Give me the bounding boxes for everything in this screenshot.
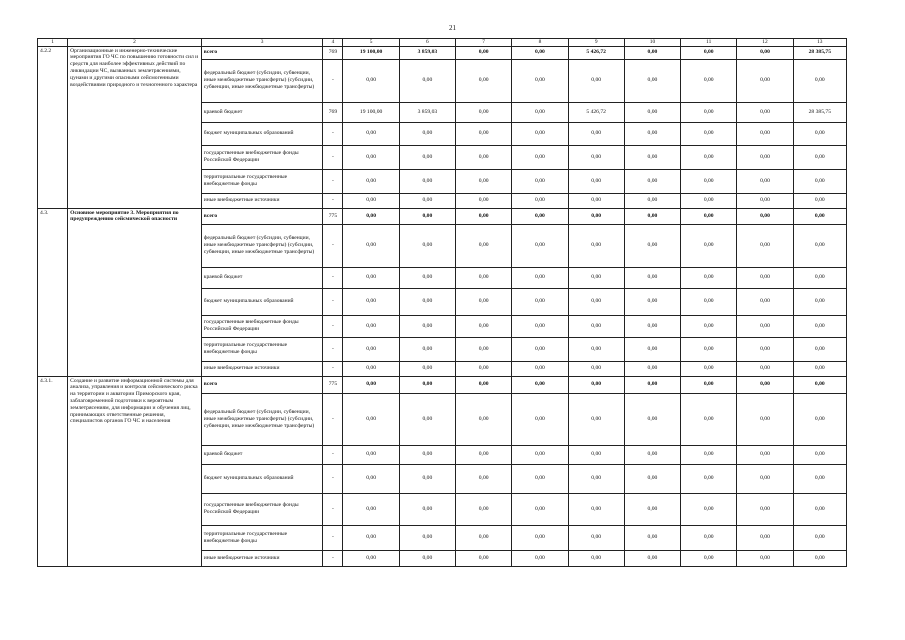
amount-cell: 0,00 — [343, 393, 399, 445]
amount-cell: 0,00 — [512, 445, 568, 464]
amount-cell: 19 100,00 — [343, 102, 399, 122]
funding-source: иные внебюджетные источники — [201, 361, 323, 376]
amount-cell: 0,00 — [512, 102, 568, 122]
amount-cell: 0,00 — [737, 464, 793, 493]
amount-cell: 0,00 — [624, 493, 680, 525]
amount-cell: 0,00 — [343, 169, 399, 193]
amount-cell: 0,00 — [737, 525, 793, 550]
amount-cell: 0,00 — [793, 193, 846, 208]
funding-source: государственные внебюджетные фонды Российской Федерации — [201, 493, 323, 525]
funding-source: федеральный бюджет (субсидии, субвенции, иные межбюджетные трансферты) (субсидии, субвенции, иные межбюджетные трансферты) — [201, 59, 323, 102]
amount-cell: 0,00 — [624, 224, 680, 267]
column-number-cell: 2 — [68, 39, 202, 47]
amount-cell: 0,00 — [681, 445, 737, 464]
amount-cell: 0,00 — [793, 337, 846, 361]
amount-cell: 0,00 — [737, 445, 793, 464]
amount-cell: 0,00 — [512, 193, 568, 208]
amount-cell: 0,00 — [456, 169, 512, 193]
funding-source: краевой бюджет — [201, 445, 323, 464]
amount-cell: - — [323, 315, 343, 337]
amount-cell: 0,00 — [793, 393, 846, 445]
amount-cell: 0,00 — [681, 393, 737, 445]
amount-cell: 0,00 — [343, 59, 399, 102]
amount-cell: 0,00 — [399, 315, 455, 337]
amount-cell: 0,00 — [456, 145, 512, 169]
funding-source: федеральный бюджет (субсидии, субвенции, иные межбюджетные трансферты) (субсидии, субвенции, иные межбюджетные трансферты) — [201, 393, 323, 445]
amount-cell: 0,00 — [793, 376, 846, 393]
amount-cell: 3 859,03 — [399, 102, 455, 122]
amount-cell: 0,00 — [737, 315, 793, 337]
amount-cell: 0,00 — [681, 315, 737, 337]
amount-cell: 0,00 — [624, 102, 680, 122]
amount-cell: - — [323, 224, 343, 267]
funding-source: всего — [201, 46, 323, 59]
amount-cell: 0,00 — [456, 493, 512, 525]
amount-cell: 0,00 — [399, 493, 455, 525]
amount-cell: 0,00 — [512, 376, 568, 393]
amount-cell: 0,00 — [512, 59, 568, 102]
amount-cell: - — [323, 169, 343, 193]
column-number-cell: 12 — [737, 39, 793, 47]
amount-cell: 0,00 — [456, 224, 512, 267]
amount-cell: 0,00 — [343, 361, 399, 376]
amount-cell: 0,00 — [681, 361, 737, 376]
amount-cell: 0,00 — [624, 288, 680, 315]
amount-cell: 0,00 — [737, 550, 793, 566]
amount-cell: 0,00 — [399, 337, 455, 361]
amount-cell: 0,00 — [568, 525, 624, 550]
amount-cell: 0,00 — [737, 224, 793, 267]
amount-cell: 0,00 — [681, 550, 737, 566]
amount-cell: - — [323, 445, 343, 464]
amount-cell: 0,00 — [793, 267, 846, 288]
amount-cell: 0,00 — [793, 224, 846, 267]
amount-cell: - — [323, 393, 343, 445]
amount-cell: 0,00 — [399, 59, 455, 102]
amount-cell: 0,00 — [512, 145, 568, 169]
amount-cell: 0,00 — [793, 361, 846, 376]
amount-cell: 0,00 — [681, 267, 737, 288]
amount-cell: 0,00 — [681, 193, 737, 208]
amount-cell: 5 426,72 — [568, 102, 624, 122]
amount-cell: 0,00 — [624, 193, 680, 208]
budget-table — [37, 38, 847, 567]
column-number-cell: 10 — [624, 39, 680, 47]
amount-cell: 0,00 — [793, 169, 846, 193]
amount-cell: 0,00 — [737, 102, 793, 122]
amount-cell: 0,00 — [568, 493, 624, 525]
amount-cell: 19 100,00 — [343, 46, 399, 59]
amount-cell: 0,00 — [568, 169, 624, 193]
column-number-cell: 8 — [512, 39, 568, 47]
amount-cell: 0,00 — [456, 550, 512, 566]
amount-cell: 0,00 — [512, 46, 568, 59]
amount-cell: 0,00 — [512, 337, 568, 361]
amount-cell: 0,00 — [456, 315, 512, 337]
table-row — [38, 46, 847, 59]
amount-cell: 0,00 — [624, 59, 680, 102]
amount-cell: 0,00 — [399, 288, 455, 315]
funding-source: всего — [201, 208, 323, 224]
amount-cell: 0,00 — [343, 315, 399, 337]
amount-cell: 0,00 — [624, 122, 680, 145]
amount-cell: 0,00 — [681, 376, 737, 393]
amount-cell: 0,00 — [737, 169, 793, 193]
amount-cell: 0,00 — [737, 267, 793, 288]
funding-source: территориальные государственные внебюджетные фонды — [201, 169, 323, 193]
amount-cell: 0,00 — [624, 550, 680, 566]
amount-cell: 0,00 — [793, 59, 846, 102]
item-name: Создание и развитие информационной системы для анализа, управления и контроля сейсмического риска на территории и акватории Приморского края, заблаговременной подготовки к вероятным землетрясениям, для информации и обучения лиц, принимающих ответственные решения, специалистов органов ГО ЧС и населения — [68, 376, 202, 566]
amount-cell: 0,00 — [456, 337, 512, 361]
amount-cell: 0,00 — [343, 550, 399, 566]
amount-cell: 0,00 — [681, 464, 737, 493]
amount-cell: 0,00 — [793, 122, 846, 145]
amount-cell: 0,00 — [456, 267, 512, 288]
amount-cell: 0,00 — [456, 193, 512, 208]
amount-cell: 0,00 — [512, 208, 568, 224]
amount-cell: 0,00 — [681, 288, 737, 315]
amount-cell: 0,00 — [343, 224, 399, 267]
amount-cell: 0,00 — [512, 393, 568, 445]
amount-cell: 0,00 — [624, 464, 680, 493]
table-row — [38, 376, 847, 393]
amount-cell: 0,00 — [568, 445, 624, 464]
amount-cell: 0,00 — [399, 376, 455, 393]
amount-cell: 0,00 — [512, 315, 568, 337]
funding-source: территориальные государственные внебюджетные фонды — [201, 525, 323, 550]
column-number-cell: 3 — [201, 39, 323, 47]
amount-cell: 0,00 — [343, 493, 399, 525]
amount-cell: 0,00 — [568, 267, 624, 288]
amount-cell: 0,00 — [624, 337, 680, 361]
amount-cell: 0,00 — [624, 169, 680, 193]
amount-cell: 0,00 — [624, 445, 680, 464]
page-number: 21 — [449, 24, 456, 32]
amount-cell: - — [323, 145, 343, 169]
funding-source: государственные внебюджетные фонды Российской Федерации — [201, 315, 323, 337]
amount-cell: 0,00 — [737, 493, 793, 525]
amount-cell: 769 — [323, 46, 343, 59]
amount-cell: 0,00 — [568, 393, 624, 445]
funding-source: краевой бюджет — [201, 102, 323, 122]
amount-cell: 0,00 — [399, 445, 455, 464]
amount-cell: - — [323, 288, 343, 315]
amount-cell: 0,00 — [399, 193, 455, 208]
amount-cell: - — [323, 493, 343, 525]
funding-source: всего — [201, 376, 323, 393]
funding-source: бюджет муниципальных образований — [201, 464, 323, 493]
amount-cell: 0,00 — [568, 288, 624, 315]
amount-cell: 0,00 — [681, 145, 737, 169]
amount-cell: 28 385,75 — [793, 102, 846, 122]
amount-cell: 0,00 — [512, 267, 568, 288]
amount-cell: 0,00 — [681, 525, 737, 550]
amount-cell: 0,00 — [512, 224, 568, 267]
column-number-cell: 4 — [323, 39, 343, 47]
column-number-header-row — [38, 39, 847, 47]
amount-cell: 0,00 — [737, 337, 793, 361]
amount-cell: 0,00 — [737, 59, 793, 102]
amount-cell: 0,00 — [568, 464, 624, 493]
amount-cell: 0,00 — [343, 288, 399, 315]
amount-cell: 0,00 — [456, 102, 512, 122]
amount-cell: 0,00 — [681, 169, 737, 193]
amount-cell: 0,00 — [456, 376, 512, 393]
amount-cell: 0,00 — [568, 193, 624, 208]
item-name: Организационные и инженерно-технические мероприятия ГО ЧС по повышению готовности сил и средств для наиболее эффективных действий по ликвидации ЧС, вызванных землетрясениями, цунами и другими опасными сейсмогенными воздействиями природного и техногенного характера — [68, 46, 202, 208]
amount-cell: 0,00 — [343, 445, 399, 464]
funding-source: иные внебюджетные источники — [201, 550, 323, 566]
amount-cell: 0,00 — [512, 464, 568, 493]
amount-cell: 0,00 — [399, 525, 455, 550]
amount-cell: 0,00 — [343, 376, 399, 393]
amount-cell: 0,00 — [343, 122, 399, 145]
amount-cell: 0,00 — [624, 393, 680, 445]
amount-cell: 0,00 — [399, 169, 455, 193]
amount-cell: 0,00 — [737, 376, 793, 393]
item-name: Основное мероприятие 3. Мероприятия по предупреждению сейсмической опасности — [68, 208, 202, 376]
column-number-cell: 5 — [343, 39, 399, 47]
column-number-cell: 1 — [38, 39, 68, 47]
amount-cell: 0,00 — [399, 224, 455, 267]
amount-cell: 0,00 — [681, 102, 737, 122]
amount-cell: 0,00 — [343, 145, 399, 169]
amount-cell: 0,00 — [681, 337, 737, 361]
amount-cell: 0,00 — [681, 208, 737, 224]
item-code: 4.3. — [38, 208, 68, 376]
amount-cell: 0,00 — [512, 550, 568, 566]
amount-cell: - — [323, 550, 343, 566]
funding-source: бюджет муниципальных образований — [201, 122, 323, 145]
amount-cell: - — [323, 122, 343, 145]
amount-cell: 0,00 — [624, 46, 680, 59]
amount-cell: 0,00 — [512, 169, 568, 193]
amount-cell: - — [323, 361, 343, 376]
amount-cell: 0,00 — [793, 315, 846, 337]
funding-source: бюджет муниципальных образований — [201, 288, 323, 315]
amount-cell: 0,00 — [793, 288, 846, 315]
item-code: 4.3.1. — [38, 376, 68, 566]
amount-cell: 0,00 — [399, 393, 455, 445]
amount-cell: 0,00 — [399, 208, 455, 224]
amount-cell: 0,00 — [737, 393, 793, 445]
column-number-cell: 9 — [568, 39, 624, 47]
amount-cell: 0,00 — [681, 46, 737, 59]
amount-cell: - — [323, 525, 343, 550]
amount-cell: 0,00 — [456, 525, 512, 550]
column-number-cell: 13 — [793, 39, 846, 47]
funding-source: краевой бюджет — [201, 267, 323, 288]
amount-cell: 0,00 — [568, 361, 624, 376]
amount-cell: 0,00 — [624, 267, 680, 288]
amount-cell: 0,00 — [512, 361, 568, 376]
funding-source: территориальные государственные внебюджетные фонды — [201, 337, 323, 361]
amount-cell: 0,00 — [456, 464, 512, 493]
amount-cell: 0,00 — [624, 361, 680, 376]
amount-cell: 0,00 — [568, 550, 624, 566]
amount-cell: 0,00 — [512, 493, 568, 525]
amount-cell: 3 859,03 — [399, 46, 455, 59]
amount-cell: 5 426,72 — [568, 46, 624, 59]
amount-cell: 769 — [323, 102, 343, 122]
amount-cell: 0,00 — [456, 445, 512, 464]
amount-cell: 0,00 — [624, 208, 680, 224]
funding-source: государственные внебюджетные фонды Российской Федерации — [201, 145, 323, 169]
item-code: 4.2.2 — [38, 46, 68, 208]
amount-cell: 0,00 — [568, 224, 624, 267]
amount-cell: 0,00 — [568, 59, 624, 102]
amount-cell: 0,00 — [456, 122, 512, 145]
amount-cell: 0,00 — [568, 145, 624, 169]
column-number-cell: 7 — [456, 39, 512, 47]
amount-cell: 0,00 — [343, 525, 399, 550]
amount-cell: 0,00 — [343, 193, 399, 208]
amount-cell: 0,00 — [624, 145, 680, 169]
amount-cell: 0,00 — [793, 208, 846, 224]
amount-cell: 0,00 — [681, 493, 737, 525]
amount-cell: 0,00 — [737, 46, 793, 59]
amount-cell: 0,00 — [568, 337, 624, 361]
amount-cell: 0,00 — [681, 224, 737, 267]
amount-cell: 0,00 — [681, 122, 737, 145]
amount-cell: 0,00 — [737, 145, 793, 169]
amount-cell: 775 — [323, 208, 343, 224]
amount-cell: 0,00 — [568, 376, 624, 393]
amount-cell: 0,00 — [793, 525, 846, 550]
amount-cell: 0,00 — [399, 464, 455, 493]
amount-cell: 0,00 — [793, 550, 846, 566]
amount-cell: 0,00 — [568, 122, 624, 145]
amount-cell: 0,00 — [568, 208, 624, 224]
amount-cell: 0,00 — [793, 145, 846, 169]
amount-cell: 0,00 — [456, 288, 512, 315]
amount-cell: 0,00 — [456, 59, 512, 102]
amount-cell: - — [323, 337, 343, 361]
amount-cell: 0,00 — [793, 464, 846, 493]
amount-cell: - — [323, 464, 343, 493]
amount-cell: 0,00 — [624, 376, 680, 393]
amount-cell: 0,00 — [343, 464, 399, 493]
amount-cell: 0,00 — [399, 550, 455, 566]
amount-cell: 775 — [323, 376, 343, 393]
funding-source: федеральный бюджет (субсидии, субвенции, иные межбюджетные трансферты) (субсидии, субвенции, иные межбюджетные трансферты) — [201, 224, 323, 267]
amount-cell: 0,00 — [737, 122, 793, 145]
amount-cell: 0,00 — [512, 288, 568, 315]
amount-cell: 0,00 — [343, 208, 399, 224]
column-number-cell: 11 — [681, 39, 737, 47]
column-number-cell: 6 — [399, 39, 455, 47]
amount-cell: - — [323, 59, 343, 102]
amount-cell: 0,00 — [343, 267, 399, 288]
amount-cell: 0,00 — [624, 315, 680, 337]
amount-cell: 0,00 — [624, 525, 680, 550]
amount-cell: 0,00 — [399, 361, 455, 376]
amount-cell: 0,00 — [793, 445, 846, 464]
amount-cell: 0,00 — [737, 361, 793, 376]
amount-cell: 0,00 — [399, 267, 455, 288]
amount-cell: - — [323, 193, 343, 208]
amount-cell: 0,00 — [512, 122, 568, 145]
amount-cell: 0,00 — [793, 493, 846, 525]
amount-cell: 0,00 — [343, 337, 399, 361]
amount-cell: 0,00 — [512, 525, 568, 550]
amount-cell: 0,00 — [456, 46, 512, 59]
amount-cell: 0,00 — [456, 361, 512, 376]
amount-cell: 28 385,75 — [793, 46, 846, 59]
funding-source: иные внебюджетные источники — [201, 193, 323, 208]
amount-cell: 0,00 — [737, 288, 793, 315]
amount-cell: 0,00 — [568, 315, 624, 337]
amount-cell: 0,00 — [456, 393, 512, 445]
amount-cell: 0,00 — [456, 208, 512, 224]
amount-cell: 0,00 — [681, 59, 737, 102]
amount-cell: 0,00 — [399, 145, 455, 169]
amount-cell: - — [323, 267, 343, 288]
amount-cell: 0,00 — [737, 193, 793, 208]
table-row — [38, 208, 847, 224]
amount-cell: 0,00 — [737, 208, 793, 224]
amount-cell: 0,00 — [399, 122, 455, 145]
